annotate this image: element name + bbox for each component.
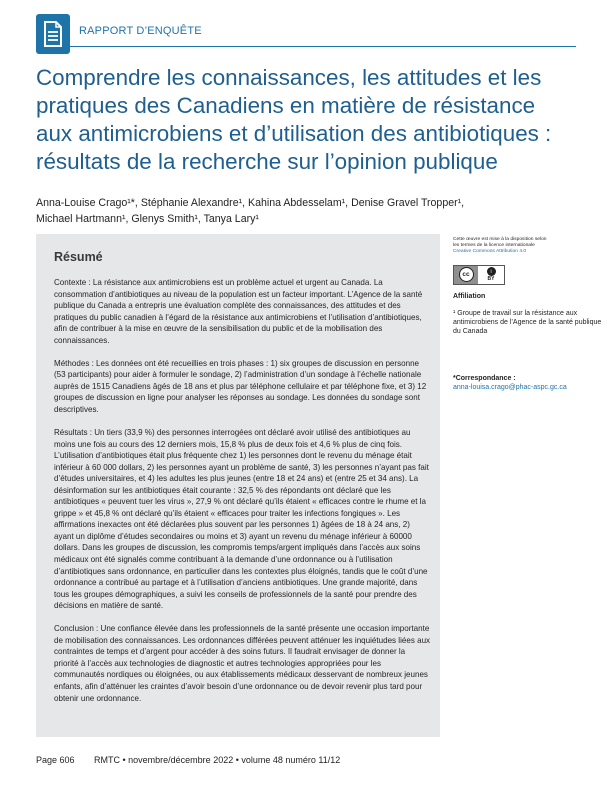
author-list	[36, 196, 516, 227]
journal-info: RMTC • novembre/décembre 2022 • volume 48 numéro 11/12	[94, 755, 341, 765]
attribution-icon: i	[487, 267, 496, 276]
license-line: les termes de la licence internationale	[453, 243, 535, 249]
article-title	[36, 64, 584, 176]
document-badge	[36, 14, 70, 54]
report-category-label: RAPPORT D’ENQUÊTE	[79, 25, 202, 37]
abstract-results-paragraph: Résultats : Un tiers (33,9 %) des personnes interrogées ont déclaré avoir utilisé des antibiotiques au moins une fois au cours des 12 derniers mois, 15,8 % plus de deux fois et 4,6 % plus de cinq fois. L’utilisation d’antibiotiques était plus fréquente chez 1) les personnes dont le revenu du ménage était inférieur à 60 000 dollars, 2) les personnes ayant un problème de santé, 3) les personnes n’ayant pas fait d’études universitaires, et 4) les adultes les plus jeunes (entre 18 et 24 ans) et (entre 25 et 34 ans). La désinformation sur les antibiotiques était courante : 32,5 % des répondants ont déclaré que les antibiotiques « peuvent tuer les virus », 27,9 % ont déclaré qu’ils étaient « efficaces contre le rhume et la grippe » et 45,8 % ont déclaré qu’ils étaient « efficaces pour traiter les infections fongiques ». Les affirmations inexactes ont été déclarées plus souvent par les personnes 1) âgées de 18 à 24 ans, 2) ayant un diplôme d’études secondaires ou moins et 3) ayant un revenu du ménage inférieur à 60000 dollars. Dans les groupes de discussion, les compromis temps/argent impliqués dans l’accès aux soins médicaux ont été signalés comme contribuant à la demande d’une ordonnance ou à l’utilisation d’antibiotiques sans ordonnance, en particulier dans les contextes plus éloignés, tandis que le coût d’une ordonnance a contribué au partage et à l’utilisation d’anciens antibiotiques. Une grande majorité, dans tous les groupes démographiques, a suivi les conseils de professionnels de la santé pour prendre des décisions en matière de santé.	[54, 428, 429, 611]
title-line: pratiques des Canadiens en matière de résistance	[36, 93, 536, 118]
authors-line: Anna-Louise Crago¹*, Stéphanie Alexandre¹, Kahina Abdesselam¹, Denise Gravel Tropper¹,	[36, 197, 465, 209]
license-line: Cette œuvre est mise à la disposition selon	[453, 237, 547, 242]
title-line: Comprendre les connaissances, les attitudes et les	[36, 65, 542, 90]
page-footer	[36, 755, 341, 765]
authors-line: Michael Hartmann¹, Glenys Smith¹, Tanya Lary¹	[36, 212, 259, 225]
abstract-conclusion-paragraph: Conclusion : Une confiance élevée dans les professionnels de la santé présente une occasion importante de mobilisation des connaissances. Les ordonnances différées peuvent atténuer les inquiétudes liées aux contraintes de temps et d’argent pour accéder à des soins futurs. Il faudrait envisager de donner la priorité à l’accès aux technologies de diagnostic et autres technologies appropriées pour les communautés nordiques ou éloignées, ou aux établissements médicaux desservant de nombreux jeunes enfants, afin d’atténuer les craintes d’avoir besoin d’une ordonnance ou de devoir revenir plus tard pour obtenir une ordonnance.	[54, 624, 431, 703]
license-link[interactable]: Creative Commons Attribution 4.0	[453, 249, 527, 255]
correspondence-heading: *Correspondance :	[453, 374, 516, 382]
correspondence-email[interactable]: anna-louisa.crago@phac-aspc.gc.ca	[453, 383, 567, 391]
affiliation-text: ¹ Groupe de travail sur la résistance aux antimicrobiens de l’Agence de la santé publique du Canada	[453, 309, 602, 336]
header-divider	[70, 46, 576, 47]
sidebar	[453, 237, 603, 393]
cc-icon: cc	[459, 267, 474, 282]
affiliation-heading: Affiliation	[453, 292, 486, 300]
title-line: résultats de la recherche sur l’opinion publique	[36, 149, 498, 174]
by-label: BY	[487, 276, 495, 283]
document-icon	[43, 21, 63, 47]
abstract-heading: Résumé	[54, 250, 103, 264]
abstract-box	[36, 234, 440, 737]
cc-license-badge[interactable]	[453, 265, 505, 285]
license-notice	[453, 237, 603, 256]
abstract-methods-paragraph: Méthodes : Les données ont été recueillies en trois phases : 1) six groupes de discussion en personne (53 participants) pour aider à formuler le sondage, 2) l’administration d’un sondage à l’échelle nationale auprès de 1515 Canadiens âgés de 18 ans et plus par téléphone cellulaire et par téléphone fixe, et 3) 12 groupes de discussion en ligne pour analyser les réponses au sondage. Les données du sondage sont descriptives.	[54, 358, 427, 414]
abstract-context-paragraph: Contexte : La résistance aux antimicrobiens est un problème actuel et urgent au Canada. La consommation d’antibiotiques au niveau de la population est un facteur important. L’Agence de la santé publique du Canada a entrepris une évaluation complète des connaissances, des attitudes et des pratiques du public canadien à l’égard de la résistance aux antimicrobiens et l’utilisation d’antibiotiques, afin de contribuer à la mise en œuvre de la sensibilisation du public et de la mobilisation des connaissances.	[54, 278, 423, 345]
page-number: Page 606	[36, 755, 75, 765]
title-line: aux antimicrobiens et d’utilisation des antibiotiques :	[36, 121, 552, 146]
